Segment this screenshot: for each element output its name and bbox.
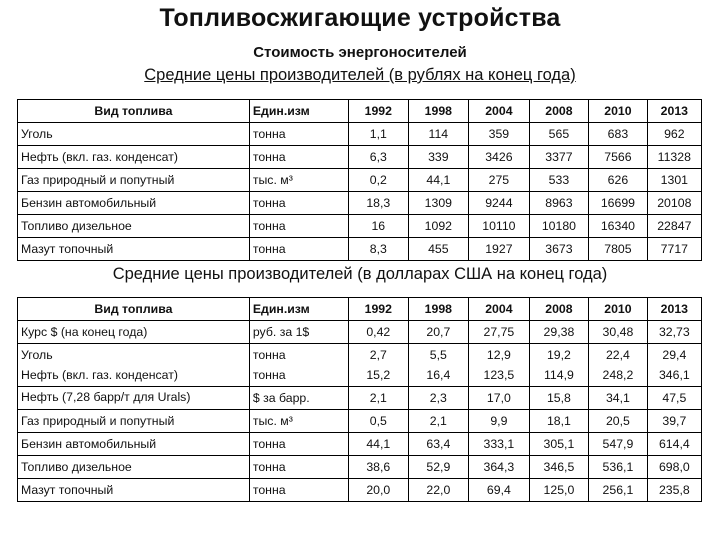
fuel-cell: Уголь: [18, 123, 250, 146]
table-row: [18, 321, 702, 344]
column-header-year: 1992: [349, 100, 409, 123]
value-cell: 7717: [647, 238, 701, 261]
value-cell: [589, 344, 647, 387]
unit-cell: тыс. м³: [249, 410, 348, 433]
value-cell: 6,3: [349, 146, 409, 169]
unit-cell: тонна: [249, 433, 348, 456]
value-cell: 0,2: [349, 169, 409, 192]
value-cell: 2,3: [408, 387, 469, 410]
value-cell: 333,1: [469, 433, 530, 456]
value-cell: 626: [589, 169, 647, 192]
fuel-cell: Мазут топочный: [18, 479, 250, 502]
column-header-year: 2004: [469, 298, 530, 321]
value-cell: 1927: [469, 238, 530, 261]
column-header-year: 2004: [469, 100, 530, 123]
value-cell: 9,9: [469, 410, 530, 433]
column-header-fuel: Вид топлива: [18, 100, 250, 123]
column-header-year: 2013: [647, 100, 701, 123]
value-cell: 29,38: [529, 321, 589, 344]
value-cell: 1301: [647, 169, 701, 192]
value-cell: 18,1: [529, 410, 589, 433]
value-cell: 11328: [647, 146, 701, 169]
value-cell: 962: [647, 123, 701, 146]
rub-price-table: [17, 99, 702, 261]
value-cell: 18,3: [349, 192, 409, 215]
fuel-cell: Бензин автомобильный: [18, 433, 250, 456]
value-cell: 7566: [589, 146, 647, 169]
value-cell: 7805: [589, 238, 647, 261]
unit-cell: тонна: [249, 123, 348, 146]
usd-table-caption: Средние цены производителей (в долларах США на конец года): [112, 265, 608, 283]
table-row: [18, 238, 702, 261]
value-cell: 20,5: [589, 410, 647, 433]
value-cell: 16699: [589, 192, 647, 215]
column-header-year: 2008: [529, 298, 589, 321]
rub-table-caption: Средние цены производителей (в рублях на конец года): [144, 66, 576, 84]
value-cell: 16: [349, 215, 409, 238]
value-cell: 364,3: [469, 456, 530, 479]
value-cell: 47,5: [647, 387, 701, 410]
value-cell: 614,4: [647, 433, 701, 456]
value-cell: 455: [408, 238, 469, 261]
value-cell: 114: [408, 123, 469, 146]
table-row: [18, 433, 702, 456]
fuel-cell: Топливо дизельное: [18, 456, 250, 479]
value-cell: [408, 344, 469, 387]
fuel-cell: Нефть (вкл. газ. конденсат): [18, 146, 250, 169]
value-cell: 9244: [469, 192, 530, 215]
value-cell: 359: [469, 123, 530, 146]
column-header-unit: Един.изм: [249, 298, 348, 321]
value-cell: 1309: [408, 192, 469, 215]
table-header-row: [18, 298, 702, 321]
value-cell: 305,1: [529, 433, 589, 456]
value-line: 346,1: [658, 368, 690, 382]
value-cell: 38,6: [349, 456, 409, 479]
table-row: [18, 146, 702, 169]
value-cell: 1092: [408, 215, 469, 238]
unit-cell: [249, 344, 348, 387]
value-cell: 52,9: [408, 456, 469, 479]
value-cell: 0,5: [349, 410, 409, 433]
table-row: [18, 456, 702, 479]
value-cell: 44,1: [408, 169, 469, 192]
column-header-year: 2010: [589, 100, 647, 123]
table-row: [18, 169, 702, 192]
value-cell: 683: [589, 123, 647, 146]
unit-cell: тонна: [249, 215, 348, 238]
value-cell: 235,8: [647, 479, 701, 502]
value-line: 29,4: [662, 348, 687, 362]
value-line: 123,5: [483, 368, 515, 382]
table-header-row: [18, 100, 702, 123]
value-cell: 536,1: [589, 456, 647, 479]
value-cell: 8,3: [349, 238, 409, 261]
value-line: 12,9: [486, 348, 511, 362]
value-cell: 69,4: [469, 479, 530, 502]
value-cell: 256,1: [589, 479, 647, 502]
unit-cell: тонна: [249, 146, 348, 169]
value-cell: 565: [529, 123, 589, 146]
value-cell: 10110: [469, 215, 530, 238]
table-row: [18, 387, 702, 410]
value-line: 16,4: [426, 368, 451, 382]
value-cell: 8963: [529, 192, 589, 215]
column-header-year: 2010: [589, 298, 647, 321]
value-line: 2,7: [369, 348, 387, 362]
value-line: 248,2: [602, 368, 634, 382]
value-cell: [469, 344, 530, 387]
fuel-cell: Бензин автомобильный: [18, 192, 250, 215]
column-header-fuel: Вид топлива: [18, 298, 250, 321]
table-row: [18, 410, 702, 433]
value-cell: 27,75: [469, 321, 530, 344]
value-cell: 3377: [529, 146, 589, 169]
unit-cell: тонна: [249, 238, 348, 261]
column-header-year: 1992: [349, 298, 409, 321]
value-cell: 22847: [647, 215, 701, 238]
value-cell: [529, 344, 589, 387]
unit-line: тонна: [252, 348, 286, 362]
page-title: Топливосжигающие устройства: [159, 4, 561, 32]
table-row: [18, 215, 702, 238]
value-cell: 20,0: [349, 479, 409, 502]
value-cell: 698,0: [647, 456, 701, 479]
value-cell: 3426: [469, 146, 530, 169]
value-cell: 22,0: [408, 479, 469, 502]
value-cell: 2,1: [349, 387, 409, 410]
value-cell: 547,9: [589, 433, 647, 456]
unit-cell: тонна: [249, 456, 348, 479]
fuel-cell: Топливо дизельное: [18, 215, 250, 238]
unit-cell: руб. за 1$: [249, 321, 348, 344]
value-line: 22,4: [605, 348, 630, 362]
unit-cell: тыс. м³: [249, 169, 348, 192]
unit-cell: $ за барр.: [249, 387, 348, 410]
value-cell: 346,5: [529, 456, 589, 479]
value-cell: 44,1: [349, 433, 409, 456]
fuel-cell: Газ природный и попутный: [18, 410, 250, 433]
value-cell: 2,1: [408, 410, 469, 433]
fuel-cell: Газ природный и попутный: [18, 169, 250, 192]
table-row: [18, 344, 702, 387]
value-cell: 63,4: [408, 433, 469, 456]
value-cell: 0,42: [349, 321, 409, 344]
table-row: [18, 123, 702, 146]
unit-cell: тонна: [249, 192, 348, 215]
value-cell: 275: [469, 169, 530, 192]
column-header-year: 2008: [529, 100, 589, 123]
value-cell: 15,8: [529, 387, 589, 410]
page-subtitle: Стоимость энергоносителей: [253, 44, 467, 61]
value-line: 114,9: [544, 368, 574, 382]
fuel-line: Нефть (вкл. газ. конденсат): [21, 368, 178, 382]
fuel-cell: Курс $ (на конец года): [18, 321, 250, 344]
usd-price-table: [17, 297, 702, 502]
fuel-cell: Мазут топочный: [18, 238, 250, 261]
fuel-cell: [18, 344, 250, 387]
value-cell: 3673: [529, 238, 589, 261]
table-row: [18, 192, 702, 215]
unit-line: тонна: [252, 368, 286, 382]
value-cell: 533: [529, 169, 589, 192]
value-cell: 20,7: [408, 321, 469, 344]
column-header-year: 1998: [408, 298, 469, 321]
value-cell: 20108: [647, 192, 701, 215]
value-cell: 125,0: [529, 479, 589, 502]
value-cell: 1,1: [349, 123, 409, 146]
column-header-unit: Един.изм: [249, 100, 348, 123]
value-cell: [349, 344, 409, 387]
value-cell: 16340: [589, 215, 647, 238]
value-cell: 34,1: [589, 387, 647, 410]
value-cell: 339: [408, 146, 469, 169]
column-header-year: 1998: [408, 100, 469, 123]
value-line: 5,5: [429, 348, 447, 362]
unit-cell: тонна: [249, 479, 348, 502]
value-line: 19,2: [546, 348, 571, 362]
value-cell: 17,0: [469, 387, 530, 410]
value-cell: 32,73: [647, 321, 701, 344]
fuel-cell: Нефть (7,28 барр/т для Urals): [18, 387, 250, 410]
table-row: [18, 479, 702, 502]
value-cell: 30,48: [589, 321, 647, 344]
value-line: 15,2: [366, 368, 391, 382]
value-cell: [647, 344, 701, 387]
column-header-year: 2013: [647, 298, 701, 321]
fuel-line: Уголь: [21, 348, 53, 362]
value-cell: 10180: [529, 215, 589, 238]
value-cell: 39,7: [647, 410, 701, 433]
